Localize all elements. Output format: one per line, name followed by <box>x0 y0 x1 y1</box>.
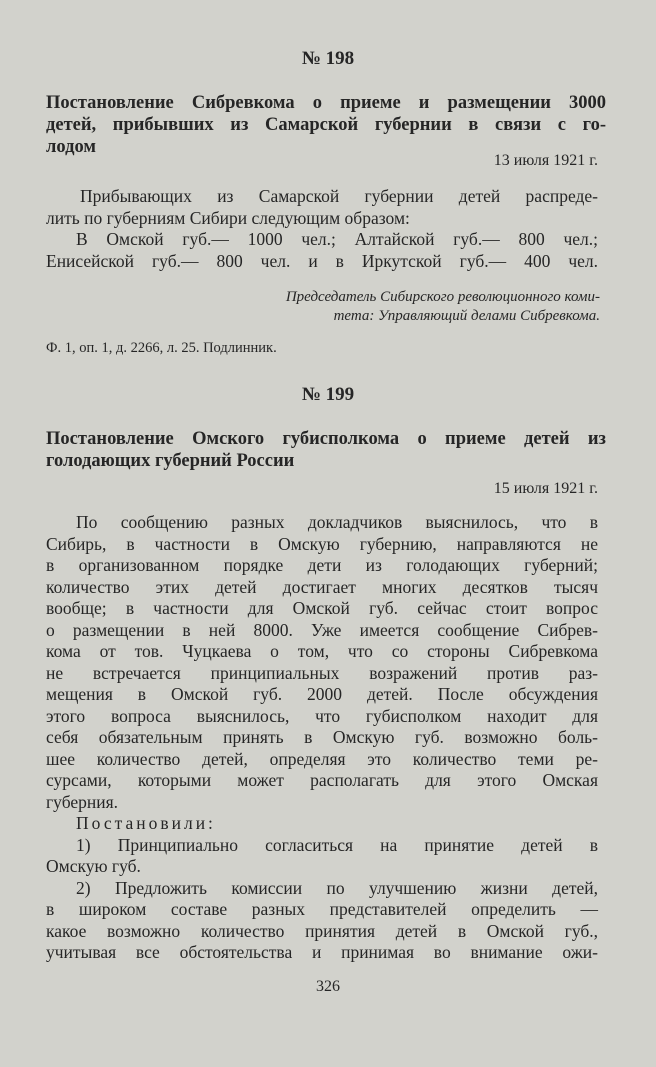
signature-line: тета: Управляющий делами Сибревкома. <box>333 308 600 324</box>
body-line: вообще; в частности для Омской губ. сейчас стоит вопрос <box>46 598 598 618</box>
item2-line: учитывая все обстоятельства и принимая во внимание ожи- <box>46 942 598 962</box>
doc198-body <box>46 186 598 272</box>
body-line: шее количество детей, определяя это количество теми ре- <box>46 748 598 769</box>
item1-line: 1) Принципиально согласиться на принятие детей в <box>76 834 598 855</box>
body-line: мещения в Омской губ. 2000 детей. После обсуждения <box>46 684 598 704</box>
item2-line: какое возможно количество принятия детей в Омской губ., <box>46 920 598 941</box>
body-line: себя обязательным принять в Омскую губ. возможно боль- <box>46 727 598 747</box>
body-line: Сибирь, в частности в Омскую губернию, направляются не <box>46 533 598 554</box>
title-line: лодом <box>46 137 96 157</box>
resolved-label: Постановили: <box>76 813 216 833</box>
title-line: голодающих губерний России <box>46 451 295 471</box>
doc199-date: 15 июля 1921 г. <box>493 480 598 497</box>
item2-line: 2) Предложить комиссии по улучшению жизни детей, <box>76 877 598 898</box>
item2-line: в широком составе разных представителей определить — <box>46 899 598 919</box>
title-line: Постановление Омского губисполкома о приеме детей из <box>46 429 606 449</box>
doc199-body <box>46 512 598 964</box>
doc199-number: № 199 <box>301 384 355 405</box>
body-line: лить по губерниям Сибири следующим образом: <box>46 207 410 228</box>
doc198-source: Ф. 1, оп. 1, д. 2266, л. 25. Подлинник. <box>46 340 277 356</box>
doc198-title <box>46 92 606 158</box>
body-line: Прибывающих из Самарской губернии детей распреде- <box>80 186 598 206</box>
body-line: кома от тов. Чуцкаева о том, что со стороны Сибревкома <box>46 641 598 661</box>
signature-line: Председатель Сибирского революционного коми- <box>285 289 600 305</box>
body-line: В Омской губ.— 1000 чел.; Алтайской губ.— 800 чел.; <box>76 229 598 249</box>
doc198-signature <box>160 288 600 326</box>
body-line: Енисейской губ.— 800 чел. и в Иркутской губ.— 400 чел. <box>46 250 598 271</box>
body-line: в организованном порядке дети из голодающих губерний; <box>46 555 598 575</box>
item1-line: Омскую губ. <box>46 856 141 876</box>
doc199-title <box>46 428 606 472</box>
doc198-number: № 198 <box>301 48 355 69</box>
title-line: Постановление Сибревкома о приеме и размещении 3000 <box>46 93 606 113</box>
body-line: о размещении в ней 8000. Уже имеется сообщение Сибрев- <box>46 619 598 640</box>
doc198-date: 13 июля 1921 г. <box>493 152 598 169</box>
title-line: детей, прибывших из Самарской губернии в связи с го- <box>46 115 606 135</box>
page-number: 326 <box>316 978 340 995</box>
body-line: сурсами, которыми может располагать для этого Омская <box>46 770 598 790</box>
body-line: По сообщению разных докладчиков выяснилось, что в <box>76 512 598 532</box>
body-line: количество этих детей достигает многих десятков тысяч <box>46 576 598 597</box>
body-line: не встречается принципиальных возражений против раз- <box>46 662 598 683</box>
body-line: губерния. <box>46 791 119 812</box>
body-line: этого вопроса выяснилось, что губисполком находит для <box>46 705 598 726</box>
